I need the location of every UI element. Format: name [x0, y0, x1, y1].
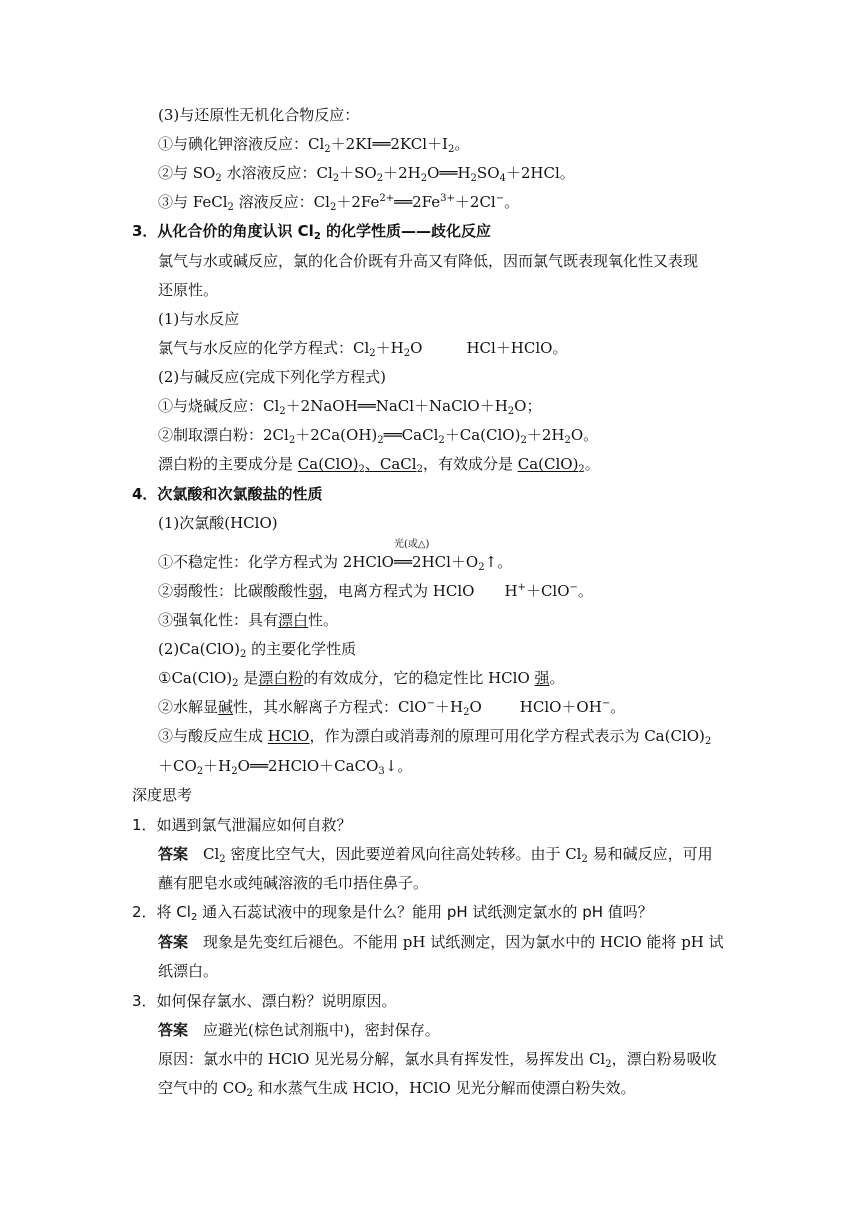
line-a2: ①与烧碱反应：$Cl_2+2NaOH══NaCl+NaClO+H_2O$；: [158, 397, 542, 417]
section-deep-thinking: 深度思考: [132, 786, 193, 804]
line-d1: $(2)Ca(ClO)_2$ 的主要化学性质: [158, 640, 357, 660]
line-s3-2: ②与 $SO_2$ 水溶液反应：$Cl_2+SO_2+2H_2O══H_2SO_4+2HCl$。: [158, 164, 575, 184]
para-3b: 还原性。: [158, 281, 219, 299]
line-w2: 氯气与水反应的化学方程式：$Cl_2+H_2O$ HCl＋HClO。: [158, 339, 568, 359]
line-c4: ③强氧化性：具有漂白性。: [158, 611, 339, 629]
reaction-condition-arrow: 光(或△) ══: [393, 539, 430, 571]
line-s3-title: (3)与还原性无机化合物反应：: [158, 106, 360, 124]
line-c1: (1)次氯酸(HClO): [158, 514, 278, 532]
question-2: 2．将 $Cl_2$ 通入石蕊试液中的现象是什么？能用 pH 试纸测定氯水的 pH 值吗？: [132, 903, 653, 923]
answer-1a: 答案 $Cl_2$ 密度比空气大，因此要逆着风向往高处转移。由于 $Cl_2$ 易和碱反应，可用: [158, 845, 713, 865]
answer-3a: 答案 应避光(棕色试剂瓶中)，密封保存。: [158, 1021, 440, 1039]
line-c3: ②弱酸性：比碳酸酸性弱，电离方程式为 HClO H+＋ClO−。: [158, 582, 593, 600]
line-d3: ②水解显碱性，其水解离子方程式：$ClO^-+H_2O$ HClO＋OH−。: [158, 698, 626, 718]
line-a4: 漂白粉的主要成分是 $Ca(ClO)_2$、CaCl$_2$，有效成分是 $Ca(ClO)_2$。: [158, 455, 600, 475]
answer-label: 答案: [158, 933, 189, 951]
line-a3: ②制取漂白粉：$2Cl_2+2Ca(OH)_2══CaCl_2+Ca(ClO)_2+2H_2O$。: [158, 426, 599, 446]
question-1: 1．如遇到氯气泄漏应如何自救？: [132, 816, 352, 834]
answer-2a: 答案 现象是先变红后褪色。不能用 pH 试纸测定，因为氯水中的 HClO 能将 pH 试: [158, 933, 724, 951]
line-d2: $①Ca(ClO)_2$ 是漂白粉的有效成分，它的稳定性比 HClO 强。: [158, 669, 565, 689]
answer-2b: 纸漂白。: [158, 962, 219, 980]
line-w1: (1)与水反应: [158, 310, 240, 328]
answer-3b: 原因：氯水中的 HClO 见光易分解，氯水具有挥发性，易挥发出 $Cl_2$，漂白粉易吸收: [158, 1050, 717, 1070]
line-d5: $+CO_2+H_2O══2HClO+CaCO_3↓$。: [158, 757, 413, 777]
line-d4: ③与酸反应生成 HClO，作为漂白或消毒剂的原理可用化学方程式表示为 $Ca(ClO)_2$: [158, 727, 712, 747]
heading-4: 4．次氯酸和次氯酸盐的性质: [132, 485, 323, 503]
line-s3-3: ③与 FeCl$_2$ 溶液反应：$Cl_2+2Fe^{2+}══2Fe^{3+}+2Cl^-$。: [158, 193, 520, 213]
line-a1: (2)与碱反应(完成下列化学方程式): [158, 368, 386, 386]
answer-label: 答案: [158, 1021, 189, 1039]
answer-label: 答案: [158, 845, 189, 863]
line-s3-1: ①与碘化钾溶液反应：$Cl_2+2KI══2KCl+I_2$。: [158, 135, 470, 155]
line-c2: ①不稳定性：化学方程式为 2HClO 光(或△) $══2HCl+O_2↑$。: [158, 539, 513, 573]
question-3: 3．如何保存氯水、漂白粉？说明原因。: [132, 992, 397, 1010]
para-3a: 氯气与水或碱反应，氯的化合价既有升高又有降低，因而氯气既表现氧化性又表现: [158, 252, 699, 270]
answer-3c: 空气中的 $CO_2$ 和水蒸气生成 HClO，HClO 见光分解而使漂白粉失效。: [158, 1079, 636, 1099]
heading-3: 3．从化合价的角度认识 $Cl_2$ 的化学性质——歧化反应: [132, 222, 492, 242]
answer-1b: 蘸有肥皂水或纯碱溶液的毛巾捂住鼻子。: [158, 874, 429, 892]
